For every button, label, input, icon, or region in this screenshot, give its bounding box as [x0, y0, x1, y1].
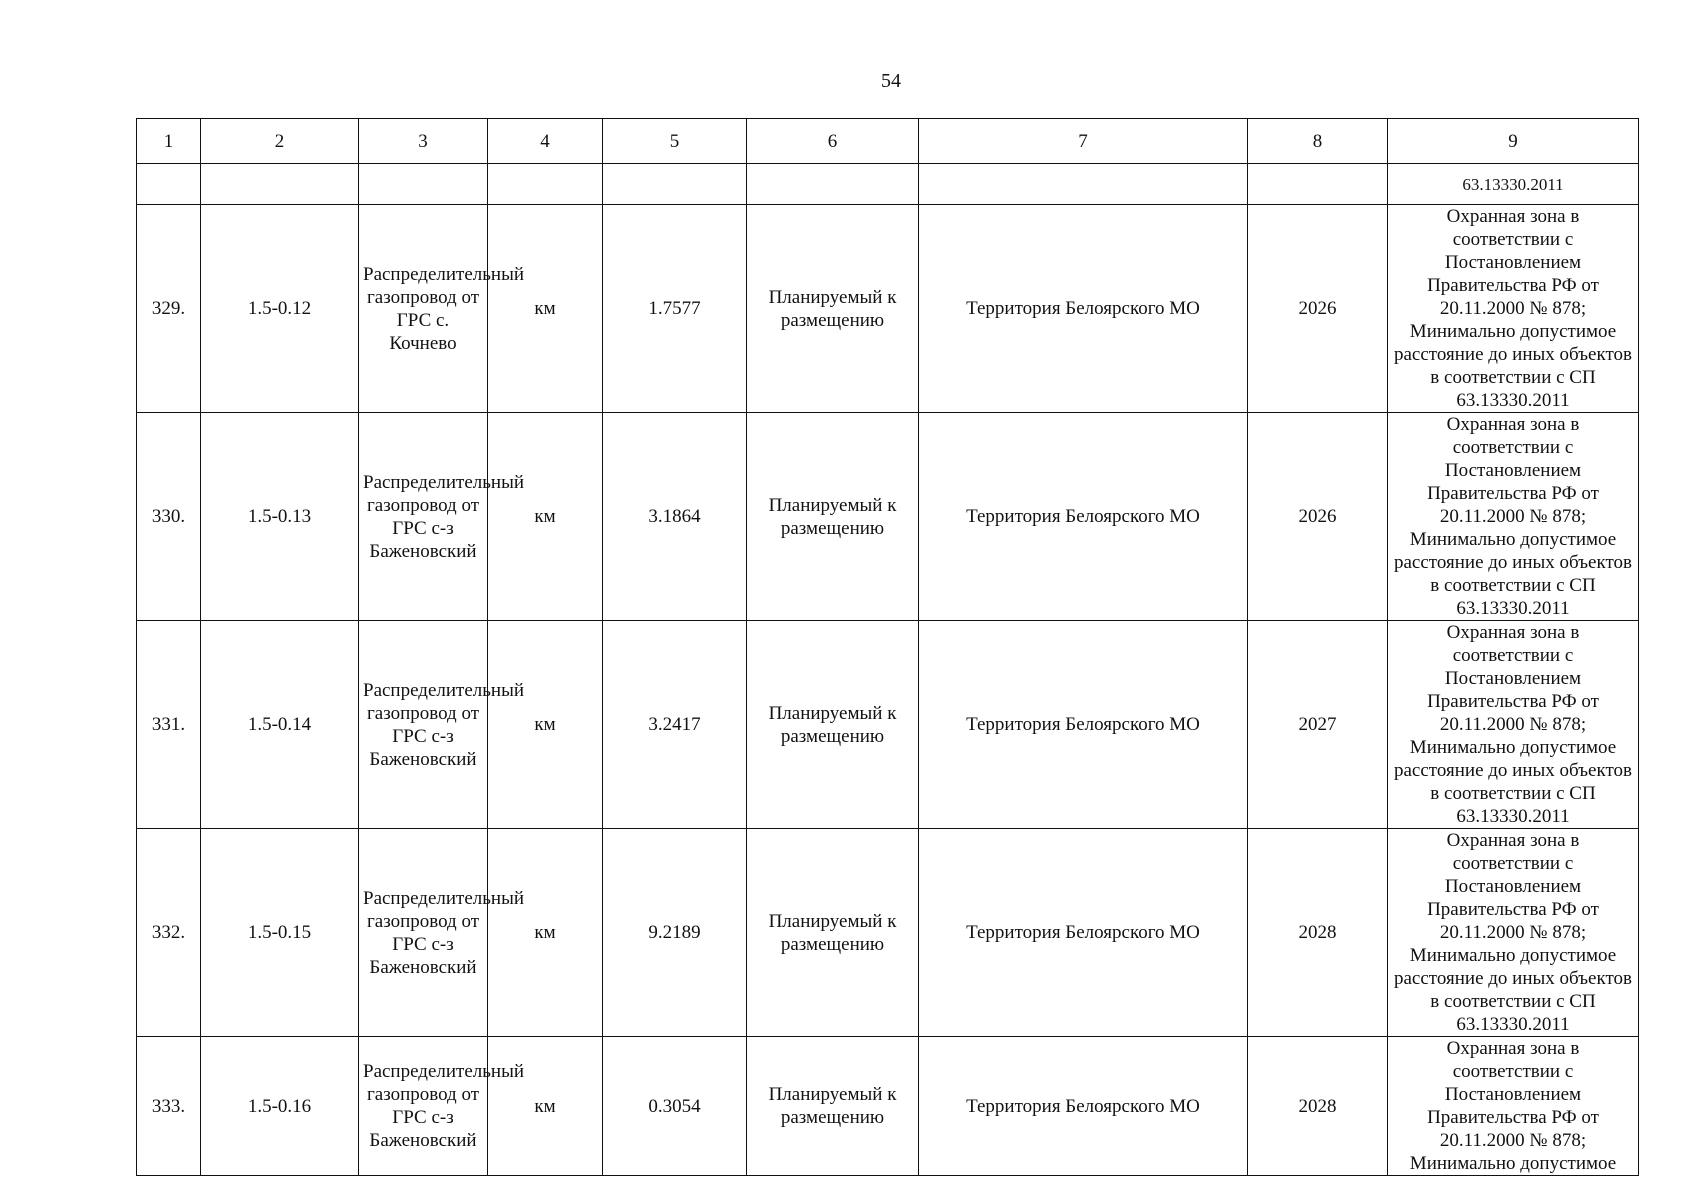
zone-cell: Охранная зона в соответствии с Постановлением Правительства РФ от 20.11.2000 № 878; Минимально допустимое расстояние до иных объектов в соответствии с СП 63.13330.2011 [1388, 621, 1639, 829]
zone-cell: Охранная зона в соответствии с Постановлением Правительства РФ от 20.11.2000 № 878; Минимально допустимое расстояние до иных объектов в соответствии с СП 63.13330.2011 [1388, 829, 1639, 1037]
year-cell: 2026 [1248, 205, 1388, 413]
object-code-cell: 1.5-0.14 [201, 621, 359, 829]
status-cell: Планируемый к размещению [747, 205, 919, 413]
table-row [137, 205, 1639, 413]
value-cell: 9.2189 [603, 829, 747, 1037]
unit-cell: км [488, 205, 603, 413]
row-number-cell: 332. [137, 829, 201, 1037]
zone-cell: Охранная зона в соответствии с Постановлением Правительства РФ от 20.11.2000 № 878; Минимально допустимое расстояние до иных объектов в соответствии с СП 63.13330.2011 [1388, 205, 1639, 413]
territory-cell: Территория Белоярского МО [919, 621, 1248, 829]
row-number-cell: 330. [137, 413, 201, 621]
table-row [137, 829, 1639, 1037]
object-code-cell: 1.5-0.15 [201, 829, 359, 1037]
year-cell: 2026 [1248, 413, 1388, 621]
value-cell: 0.3054 [603, 1037, 747, 1176]
status-cell: Планируемый к размещению [747, 829, 919, 1037]
territory-cell: Территория Белоярского МО [919, 413, 1248, 621]
row-number-cell: 333. [137, 1037, 201, 1176]
column-header-3: 3 [359, 119, 488, 164]
zone-cell: Охранная зона в соответствии с Постановлением Правительства РФ от 20.11.2000 № 878; Минимально допустимое расстояние до иных объектов в соответствии с СП 63.13330.2011 [1388, 413, 1639, 621]
value-cell: 3.2417 [603, 621, 747, 829]
object-code-cell: 1.5-0.16 [201, 1037, 359, 1176]
continuation-zone-cell: 63.13330.2011 [1388, 164, 1639, 205]
object-name-cell: Распределительный газопровод от ГРС с. Кочнево [359, 205, 488, 413]
year-cell: 2028 [1248, 1037, 1388, 1176]
column-header-7: 7 [919, 119, 1248, 164]
column-header-9: 9 [1388, 119, 1639, 164]
object-name-cell: Распределительный газопровод от ГРС с-з Баженовский [359, 413, 488, 621]
status-cell: Планируемый к размещению [747, 413, 919, 621]
column-header-2: 2 [201, 119, 359, 164]
table-row [137, 413, 1639, 621]
year-cell: 2028 [1248, 829, 1388, 1037]
column-header-5: 5 [603, 119, 747, 164]
status-cell: Планируемый к размещению [747, 1037, 919, 1176]
object-code-cell: 1.5-0.13 [201, 413, 359, 621]
continuation-row [137, 164, 1639, 205]
object-name-cell: Распределительный газопровод от ГРС с-з Баженовский [359, 829, 488, 1037]
row-number-cell: 329. [137, 205, 201, 413]
row-number-cell: 331. [137, 621, 201, 829]
unit-cell: км [488, 413, 603, 621]
table-row [137, 621, 1639, 829]
object-name-cell: Распределительный газопровод от ГРС с-з Баженовский [359, 621, 488, 829]
unit-cell: км [488, 829, 603, 1037]
column-header-1: 1 [137, 119, 201, 164]
territory-cell: Территория Белоярского МО [919, 829, 1248, 1037]
header-row [137, 119, 1639, 164]
table-row [137, 1037, 1639, 1176]
column-header-6: 6 [747, 119, 919, 164]
territory-cell: Территория Белоярского МО [919, 205, 1248, 413]
year-cell: 2027 [1248, 621, 1388, 829]
zone-cell: Охранная зона в соответствии с Постановлением Правительства РФ от 20.11.2000 № 878; Минимально допустимое [1388, 1037, 1639, 1176]
object-name-cell: Распределительный газопровод от ГРС с-з Баженовский [359, 1037, 488, 1176]
value-cell: 1.7577 [603, 205, 747, 413]
unit-cell: км [488, 621, 603, 829]
page-number: 54 [881, 70, 901, 92]
status-cell: Планируемый к размещению [747, 621, 919, 829]
object-code-cell: 1.5-0.12 [201, 205, 359, 413]
unit-cell: км [488, 1037, 603, 1176]
value-cell: 3.1864 [603, 413, 747, 621]
column-header-8: 8 [1248, 119, 1388, 164]
territory-cell: Территория Белоярского МО [919, 1037, 1248, 1176]
planned-objects-table [136, 118, 1639, 1176]
column-header-4: 4 [488, 119, 603, 164]
